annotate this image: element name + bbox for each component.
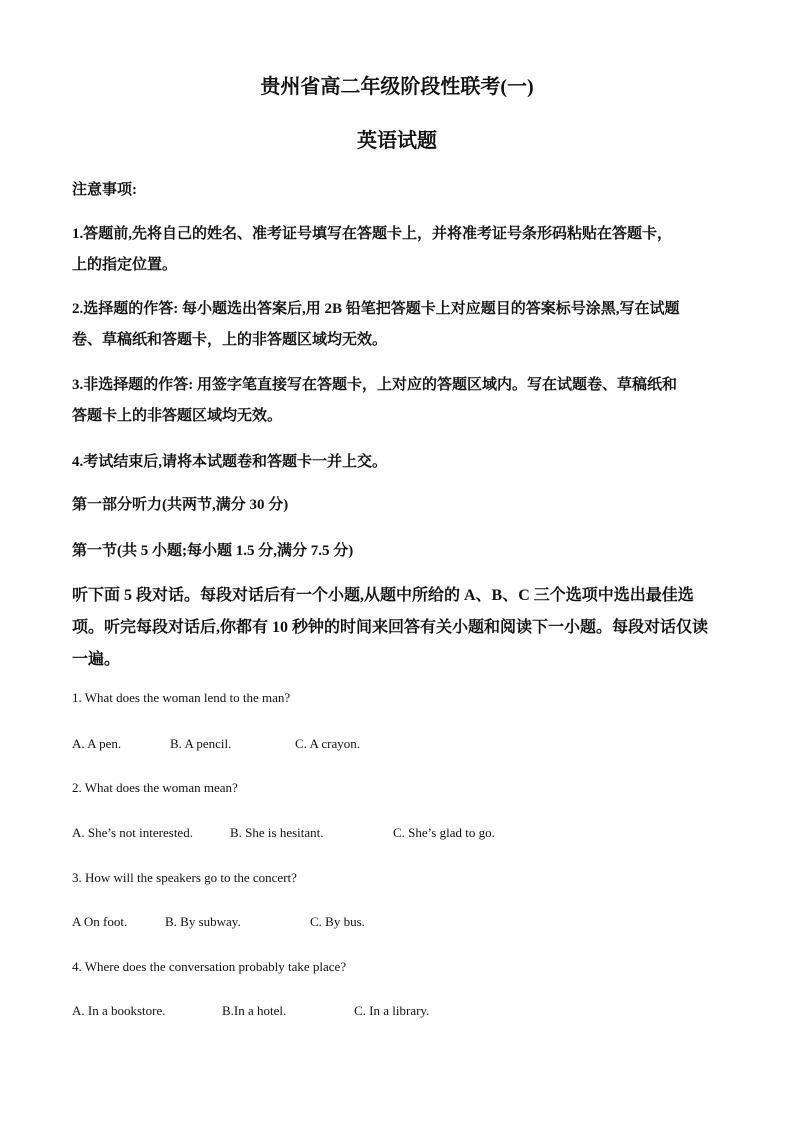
question-3-option-c: C. By bus. xyxy=(310,914,365,929)
instructions-line-2: 项。听完每段对话后,你都有 10 秒钟的时间来回答有关小题和阅读下一小题。每段对话仅读 xyxy=(72,619,709,636)
question-4-option-c: C. In a library. xyxy=(354,1003,430,1018)
question-1: 1. What does the woman lend to the man? xyxy=(72,690,291,705)
question-2-option-a: A. She’s not interested. xyxy=(72,825,193,840)
section-one-heading: 第一节(共 5 小题;每小题 1.5 分,满分 7.5 分) xyxy=(72,543,354,559)
instructions-line-1: 听下面 5 段对话。每段对话后有一个小题,从题中所给的 A、B、C 三个选项中选出最佳选 xyxy=(72,587,694,604)
question-3: 3. How will the speakers go to the concert? xyxy=(72,870,297,885)
question-4: 4. Where does the conversation probably take place? xyxy=(72,959,347,974)
question-1-option-a: A. A pen. xyxy=(72,736,122,751)
exam-title: 贵州省高二年级阶段性联考(一) xyxy=(260,76,534,98)
part-one-heading: 第一部分听力(共两节,满分 30 分) xyxy=(72,497,289,513)
question-3-option-b: B. By subway. xyxy=(165,914,241,929)
question-4-option-a: A. In a bookstore. xyxy=(72,1003,166,1018)
question-2: 2. What does the woman mean? xyxy=(72,780,238,795)
instructions-line-3: 一遍。 xyxy=(72,651,121,668)
notice-item-3-line-2: 答题卡上的非答题区域均无效。 xyxy=(72,408,283,424)
notice-item-3-line-1: 3.非选择题的作答: 用签字笔直接写在答题卡，上对应的答题区域内。写在试题卷、草稿纸和 xyxy=(72,377,677,393)
question-1-option-b: B. A pencil. xyxy=(170,736,232,751)
notice-item-4: 4.考试结束后,请将本试题卷和答题卡一并上交。 xyxy=(72,454,388,470)
notice-item-2-line-2: 卷、草稿纸和答题卡，上的非答题区域均无效。 xyxy=(72,332,388,348)
notice-heading: 注意事项: xyxy=(72,182,137,198)
question-4-option-b: B.In a hotel. xyxy=(222,1003,287,1018)
question-2-option-c: C. She’s glad to go. xyxy=(393,825,495,840)
notice-item-1-line-2: 上的指定位置。 xyxy=(72,257,178,273)
exam-subtitle: 英语试题 xyxy=(357,130,437,152)
question-1-option-c: C. A crayon. xyxy=(295,736,360,751)
notice-item-1-line-1: 1.答题前,先将自己的姓名、准考证号填写在答题卡上，并将准考证号条形码粘贴在答题卡， xyxy=(72,226,673,242)
question-2-option-b: B. She is hesitant. xyxy=(230,825,324,840)
notice-item-2-line-1: 2.选择题的作答: 每小题选出答案后,用 2B 铅笔把答题卡上对应题目的答案标号涂黑,写在试题 xyxy=(72,301,680,317)
question-3-option-a: A On foot. xyxy=(72,914,128,929)
